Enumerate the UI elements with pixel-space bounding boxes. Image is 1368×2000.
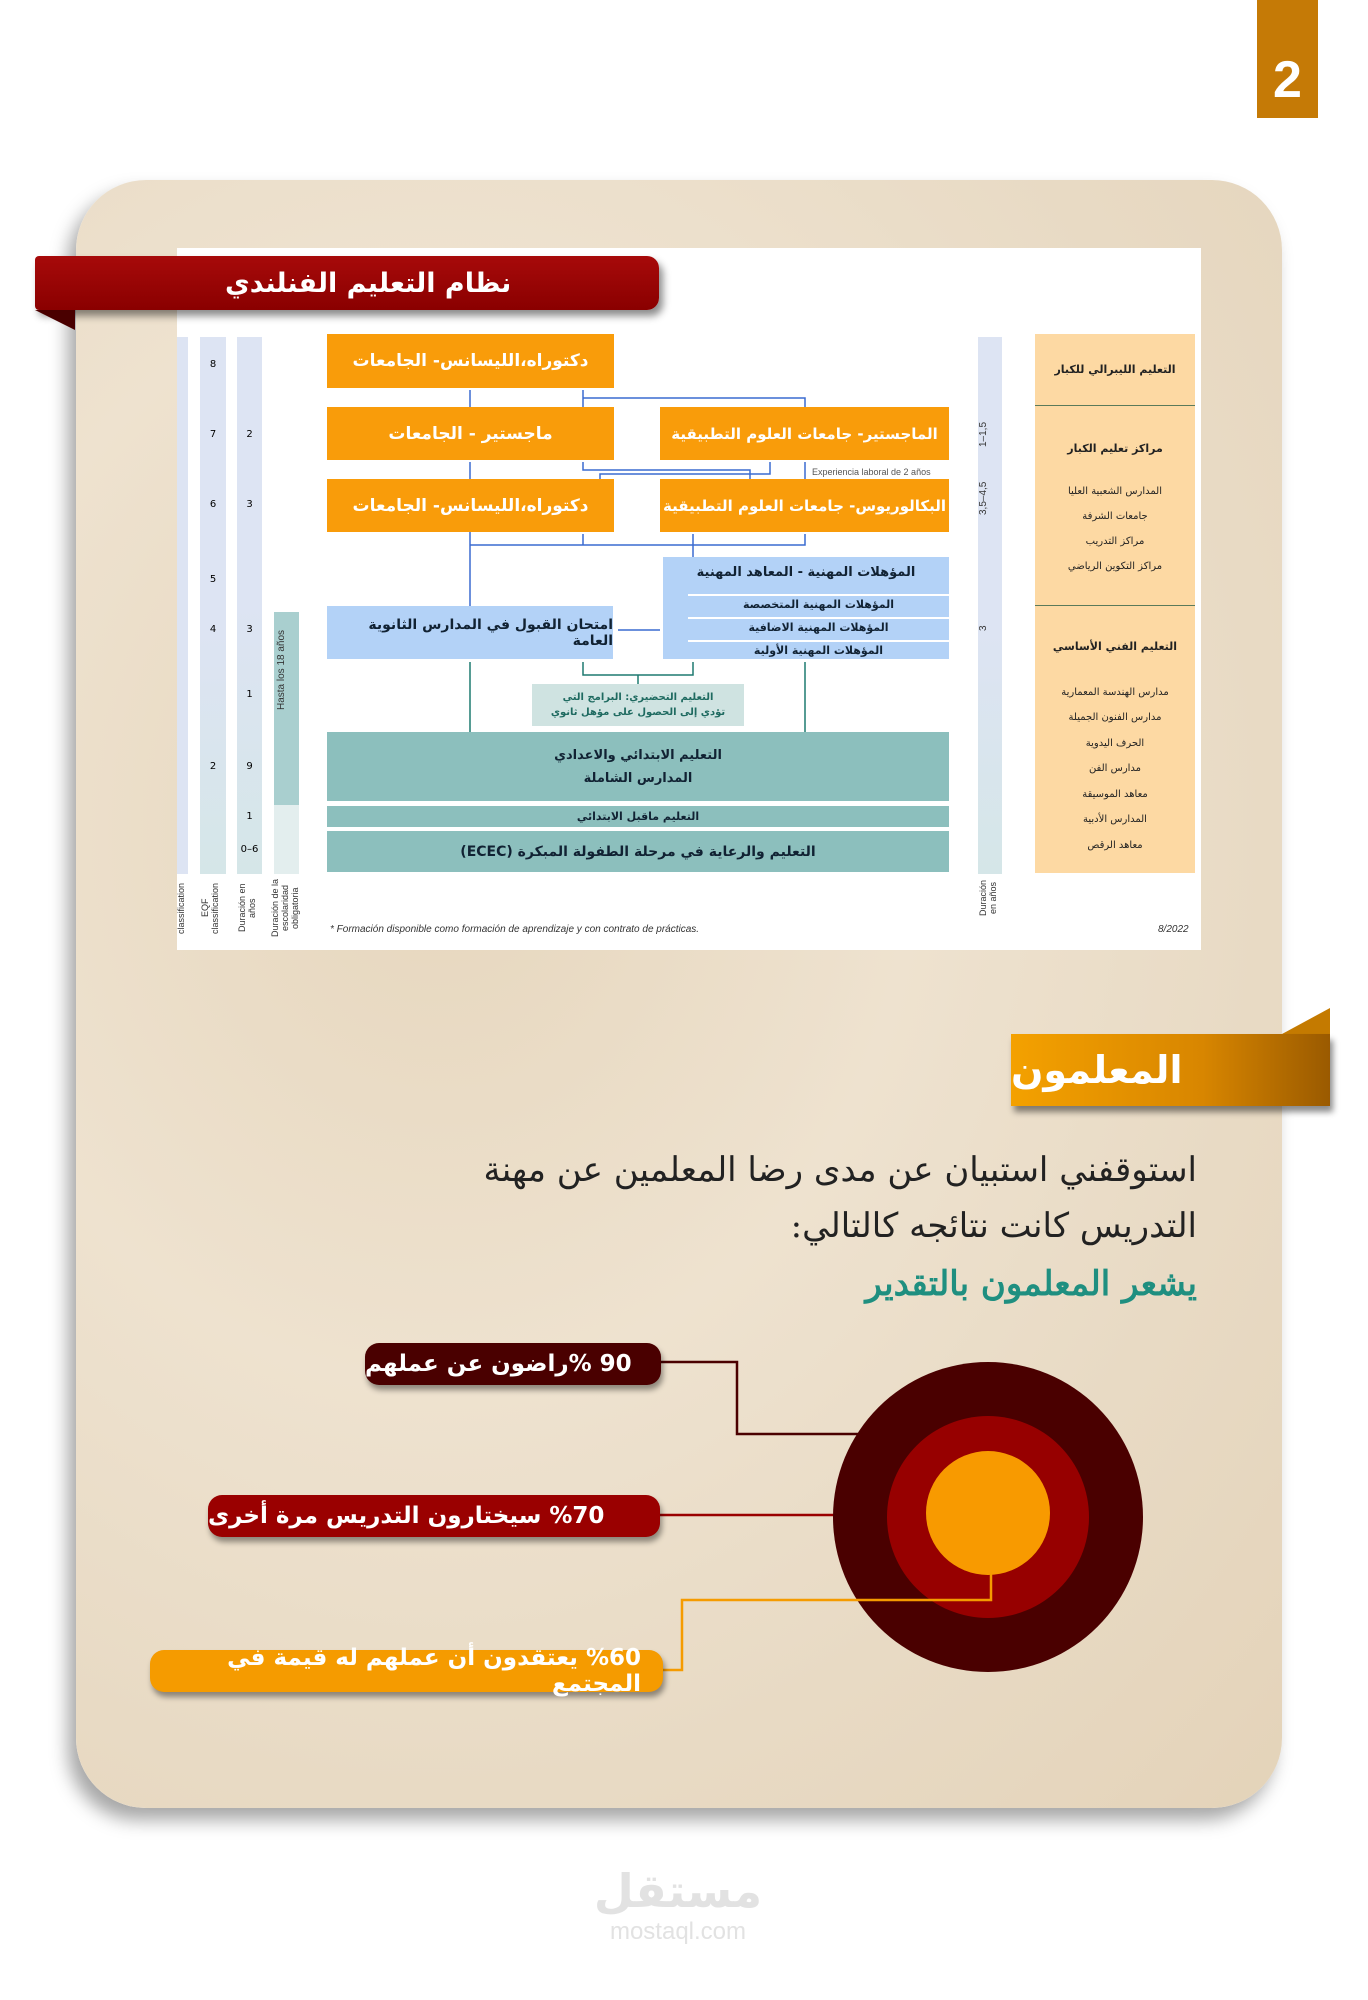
doctorate-box: دكتوراه،الليسانس- الجامعات bbox=[327, 334, 614, 388]
stat-pill-90: 90 %راضون عن عملهم bbox=[365, 1343, 661, 1385]
pre-primary-box: التعليم ماقبل الابتدائي bbox=[327, 806, 949, 827]
watermark-logo: مستقل bbox=[593, 1864, 763, 1918]
paragraph-line: التدريس كانت نتائجه كالتالي: bbox=[790, 1206, 1197, 1246]
bachelor-university-box: دكتوراه،الليسانس- الجامعات bbox=[327, 479, 614, 532]
eqf-value: 6 bbox=[209, 499, 217, 510]
arts-item: الحرف اليدوية bbox=[1085, 737, 1145, 749]
preparatory-line: تؤدي إلى الحصول على مؤهل ثانوي bbox=[550, 707, 726, 718]
arts-item: معاهد الرقص bbox=[1087, 839, 1143, 851]
vocational-item: المؤهلات المهنية المتخصصة bbox=[688, 594, 949, 613]
arts-item: مدارس الفن bbox=[1088, 763, 1142, 774]
eqf-value: 8 bbox=[209, 359, 217, 370]
compulsory-label: Duración de la escolaridad obligatoria bbox=[270, 878, 300, 938]
centers-title: مراكز تعليم الكبار bbox=[1067, 442, 1163, 455]
center-item: مراكز التدريب bbox=[1085, 536, 1145, 547]
duration-value: 2 bbox=[246, 429, 253, 440]
liberal-adult-education: التعليم الليبرالي للكبار bbox=[1035, 334, 1195, 406]
stat-pill-60: %60 يعتقدون أن عملهم له قيمة في المجتمع bbox=[150, 1650, 663, 1692]
duration-value: 3 bbox=[246, 624, 253, 635]
eqf-value: 4 bbox=[209, 624, 217, 635]
eqf-value: 5 bbox=[209, 574, 217, 585]
bachelor-uas-box: البكالوريوس- جامعات العلوم التطبيقية bbox=[660, 479, 949, 532]
vocational-title: المؤهلات المهنية - المعاهد المهنية bbox=[696, 565, 916, 580]
eqf-value: 2 bbox=[209, 761, 217, 772]
general-upper-secondary-box: امتحان القبول في المدارس الثانوية العامة bbox=[327, 606, 613, 659]
eqf-label: EQF classification bbox=[200, 882, 220, 934]
center-item: مراكز التكوين الرياضي bbox=[1067, 561, 1163, 572]
vocational-item: المؤهلات المهنية الأولية bbox=[688, 640, 949, 659]
duration-value: 0–6 bbox=[240, 844, 259, 855]
isced-label: classification bbox=[176, 882, 186, 934]
teachers-title: المعلمون bbox=[1011, 1048, 1183, 1092]
watermark-url: mostaql.com bbox=[609, 1918, 747, 1945]
arts-item: مدارس الهندسة المعمارية bbox=[1061, 686, 1169, 698]
eqf-value: 7 bbox=[209, 429, 217, 440]
duration-value: 9 bbox=[246, 761, 253, 772]
ecec-box: التعليم والرعاية في مرحلة الطفولة المبكرة (ECEC) bbox=[327, 831, 949, 872]
footnote: * Formación disponible como formación de aprendizaje y con contrato de prácticas. bbox=[330, 924, 700, 935]
diagram-date: 8/2022 bbox=[1158, 924, 1189, 935]
basic-line: المدارس الشاملة bbox=[583, 770, 693, 786]
page-number: 2 bbox=[1257, 0, 1318, 118]
arts-item: مدارس الفنون الجميلة bbox=[1068, 712, 1162, 723]
master-uas-box: الماجستير- جامعات العلوم التطبيقية bbox=[660, 407, 949, 460]
basic-line: التعليم الابتدائي والاعدادي bbox=[554, 747, 722, 763]
highlight-text: يشعر المعلمون بالتقدير bbox=[865, 1264, 1197, 1304]
right-duration-value: 1–1,5 bbox=[978, 421, 989, 447]
arts-item: معاهد الموسيقة bbox=[1082, 788, 1148, 800]
right-duration-label: Duración en años bbox=[978, 879, 998, 917]
arts-item: المدارس الأدبية bbox=[1083, 814, 1147, 825]
master-university-box: ماجستير - الجامعات bbox=[327, 407, 614, 460]
diagram-title: نظام التعليم الفنلندي bbox=[225, 267, 512, 299]
work-experience-note: Experiencia laboral de 2 años bbox=[812, 467, 931, 477]
center-item: جامعات الشرفة bbox=[1082, 511, 1148, 522]
duration-value: 1 bbox=[246, 689, 253, 700]
right-duration-value: 3,5–4,5 bbox=[978, 481, 989, 515]
arts-title: التعليم الفني الأساسي bbox=[1052, 640, 1178, 653]
duration-value: 1 bbox=[246, 811, 253, 822]
preparatory-line: التعليم التحضيري: البرامج التي bbox=[562, 692, 714, 703]
compulsory-value: Hasta los 18 años bbox=[276, 629, 287, 711]
duration-label: Duración en años bbox=[237, 883, 257, 933]
right-duration-value: 3 bbox=[978, 625, 989, 631]
paragraph-line: استوقفني استبيان عن مدى رضا المعلمين عن مهنة bbox=[483, 1150, 1197, 1190]
vocational-item: المؤهلات المهنية الاضافية bbox=[688, 617, 949, 636]
stat-pill-70: %70 سيختارون التدريس مرة أخرى bbox=[208, 1495, 660, 1537]
center-item: المدارس الشعبية العليا bbox=[1067, 486, 1163, 497]
duration-value: 3 bbox=[246, 499, 253, 510]
